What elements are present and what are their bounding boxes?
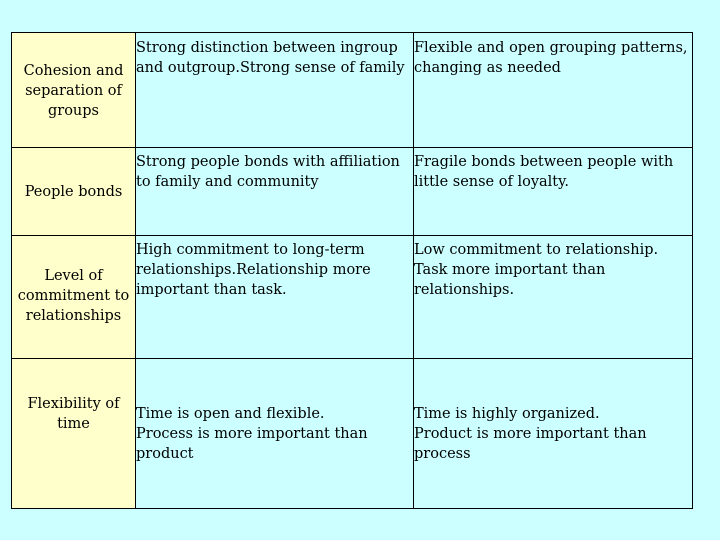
cell-line: Strong people bonds with affiliation — [136, 154, 400, 170]
row-label-cohesion — [12, 33, 136, 148]
label-line: separation of — [25, 83, 122, 99]
cell-line: changing as needed — [414, 60, 561, 76]
cell-line: Product is more important than — [414, 426, 647, 442]
cell-line: High commitment to long-term — [136, 242, 365, 258]
cell-line: relationships. — [414, 282, 515, 298]
row-label-time — [12, 359, 136, 509]
cell-line: Flexible and open grouping patterns, — [414, 40, 688, 56]
comparison-table — [11, 32, 693, 509]
cell-line: Low commitment to relationship. — [414, 242, 659, 258]
cell-time-column-a — [136, 359, 414, 509]
label-line: People bonds — [24, 184, 123, 200]
label-line: groups — [47, 103, 99, 119]
cell-line: important than task. — [136, 282, 287, 298]
cell-line: Strong distinction between ingroup — [136, 40, 398, 56]
cell-commitment-column-a — [136, 236, 414, 359]
label-line: Cohesion and — [23, 63, 124, 79]
cell-line: Fragile bonds between people with — [414, 154, 674, 170]
table-row-people-bonds — [12, 148, 693, 236]
cell-line: process — [414, 446, 471, 462]
cell-time-column-b — [414, 359, 693, 509]
row-label-commitment — [12, 236, 136, 359]
cell-cohesion-column-b — [414, 33, 693, 148]
label-line: Flexibility of — [27, 396, 120, 412]
cell-people-bonds-column-b — [414, 148, 693, 236]
cell-line: little sense of loyalty. — [414, 174, 569, 190]
label-line: commitment to — [17, 288, 130, 304]
cell-line: Task more important than — [414, 262, 606, 278]
cell-line: Time is open and flexible. — [136, 406, 325, 422]
label-line: Level of — [44, 268, 103, 284]
cell-line: Time is highly organized. — [414, 406, 600, 422]
cell-line: relationships.Relationship more — [136, 262, 371, 278]
cell-line: Process is more important than — [136, 426, 368, 442]
row-label-people-bonds — [12, 148, 136, 236]
cell-line: product — [136, 446, 194, 462]
cell-people-bonds-column-a — [136, 148, 414, 236]
table-row-cohesion — [12, 33, 693, 148]
table-row-time — [12, 359, 693, 509]
table-row-commitment — [12, 236, 693, 359]
cell-line: to family and community — [136, 174, 319, 190]
cell-cohesion-column-a — [136, 33, 414, 148]
cell-commitment-column-b — [414, 236, 693, 359]
label-line: time — [57, 416, 90, 432]
cell-line: and outgroup.Strong sense of family — [136, 60, 405, 76]
label-line: relationships — [25, 308, 122, 324]
